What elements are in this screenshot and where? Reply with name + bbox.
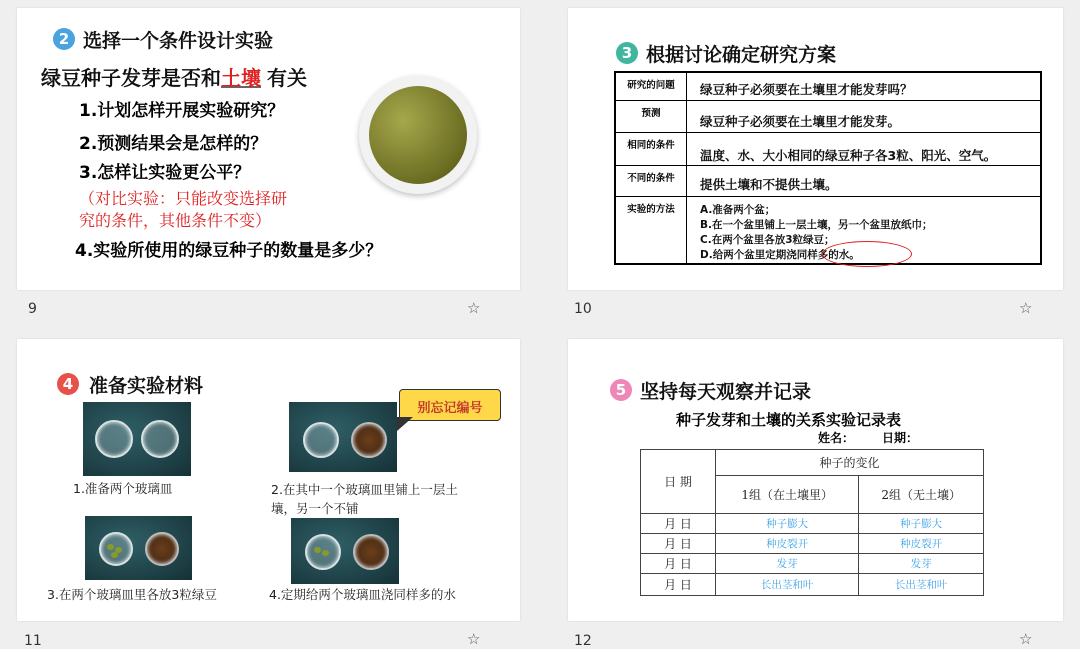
date-cell: 月 日 — [641, 574, 716, 596]
record-table — [640, 449, 984, 596]
subtitle-suffix: 有关 — [267, 66, 307, 90]
group-2-cell: 长出茎和叶 — [859, 574, 984, 596]
group-2-header: 2组（无土壤） — [859, 476, 984, 514]
plan-row — [616, 196, 1040, 264]
photo-dishes-with-beans — [85, 516, 192, 580]
slide-number-12: 12 — [574, 633, 592, 649]
group-2-cell: 种子膨大 — [859, 514, 984, 534]
date-cell: 月 日 — [641, 514, 716, 534]
slide-9[interactable] — [17, 8, 520, 290]
step-badge: 4 — [57, 373, 79, 395]
name-label: 姓名： — [818, 431, 855, 445]
table-row — [641, 514, 984, 534]
date-label: 日期： — [882, 431, 919, 445]
group-2-cell: 发芽 — [859, 554, 984, 574]
table-row — [641, 534, 984, 554]
group-1-cell: 种子膨大 — [716, 514, 859, 534]
slide-number-11: 11 — [24, 633, 42, 649]
star-icon[interactable]: ☆ — [1019, 299, 1033, 317]
slide-11[interactable] — [17, 339, 520, 621]
callout-text: 别忘记编号 — [417, 401, 483, 416]
plan-row — [616, 132, 1040, 166]
group-1-cell: 发芽 — [716, 554, 859, 574]
plan-row — [616, 100, 1040, 133]
subtitle-highlight: 土壤 — [221, 66, 261, 90]
method-line: B.在一个盆里铺上一层土壤，另一个盆里放纸巾； — [700, 219, 933, 231]
question-2: 2.预测结果会是怎样的？ — [79, 134, 268, 154]
caption-2b: 壤，另一个不铺 — [271, 501, 359, 516]
slide-title: 选择一个条件设计实验 — [83, 30, 274, 52]
slide-number-9: 9 — [28, 301, 37, 317]
date-cell: 月 日 — [641, 534, 716, 554]
star-icon[interactable]: ☆ — [1019, 630, 1033, 648]
question-1: 1.计划怎样开展实验研究？ — [79, 101, 285, 121]
star-icon[interactable]: ☆ — [467, 630, 481, 648]
step-badge: 5 — [610, 379, 632, 401]
subtitle-prefix: 绿豆种子发芽是否和 — [41, 66, 221, 90]
plan-text: 绿豆种子必须要在土壤里才能发芽吗？ — [700, 82, 913, 97]
group-1-cell: 长出茎和叶 — [716, 574, 859, 596]
group-1-header: 1组（在土壤里） — [716, 476, 859, 514]
group-1-cell: 种皮裂开 — [716, 534, 859, 554]
note-line-2: 究的条件，其他条件不变） — [79, 211, 272, 230]
plan-label: 研究的问题 — [616, 73, 687, 100]
callout-pointer — [397, 417, 413, 431]
slide-subtitle — [41, 62, 307, 91]
slide-number-10: 10 — [574, 301, 592, 317]
plan-text: 温度、水、大小相同的绿豆种子各3粒、阳光、空气。 — [700, 148, 997, 163]
col-date-header: 日 期 — [641, 450, 716, 514]
note-line-1: （对比实验：只能改变选择研 — [79, 189, 288, 208]
col-change-header: 种子的变化 — [716, 450, 984, 476]
slide-title: 坚持每天观察并记录 — [640, 381, 812, 403]
table-row — [641, 574, 984, 596]
question-4: 4.实验所使用的绿豆种子的数量是多少？ — [75, 241, 383, 261]
slide-title: 根据讨论确定研究方案 — [646, 44, 837, 66]
plan-text: 绿豆种子必须要在土壤里才能发芽。 — [700, 114, 901, 129]
plan-row — [616, 73, 1040, 100]
caption-3: 3.在两个玻璃皿里各放3粒绿豆 — [47, 587, 217, 602]
mung-bean-bowl-image — [359, 76, 477, 194]
slide-10[interactable] — [568, 8, 1063, 290]
red-circle-annotation — [822, 241, 912, 267]
callout-bubble — [399, 389, 501, 421]
plan-text: 提供土壤和不提供土壤。 — [700, 177, 838, 192]
method-line: D.给两个盆里定期浇同样多的水。 — [700, 249, 860, 261]
plan-label: 相同的条件 — [616, 133, 687, 166]
photo-two-empty-dishes — [83, 402, 191, 476]
star-icon[interactable]: ☆ — [467, 299, 481, 317]
photo-dish-with-soil — [289, 402, 397, 472]
research-plan-table — [614, 71, 1042, 265]
method-line: A.准备两个盆； — [700, 204, 776, 216]
caption-4: 4.定期给两个玻璃皿浇同样多的水 — [269, 587, 456, 602]
slide-title: 准备实验材料 — [89, 375, 204, 397]
group-2-cell: 种皮裂开 — [859, 534, 984, 554]
caption-2a: 2.在其中一个玻璃皿里铺上一层土 — [271, 482, 458, 497]
photo-watering-dishes — [291, 518, 399, 584]
plan-label: 预测 — [616, 101, 687, 133]
plan-label: 实验的方法 — [616, 197, 687, 264]
table-row — [641, 554, 984, 574]
method-line: C.在两个盆里各放3粒绿豆； — [700, 234, 835, 246]
plan-row — [616, 165, 1040, 197]
question-3: 3.怎样让实验更公平？ — [79, 163, 251, 183]
record-table-title: 种子发芽和土壤的关系实验记录表 — [676, 411, 902, 429]
step-badge: 3 — [616, 42, 638, 64]
plan-label: 不同的条件 — [616, 166, 687, 197]
caption-1: 1.准备两个玻璃皿 — [73, 481, 173, 496]
step-badge: 2 — [53, 28, 75, 50]
date-cell: 月 日 — [641, 554, 716, 574]
slide-12[interactable] — [568, 339, 1063, 621]
